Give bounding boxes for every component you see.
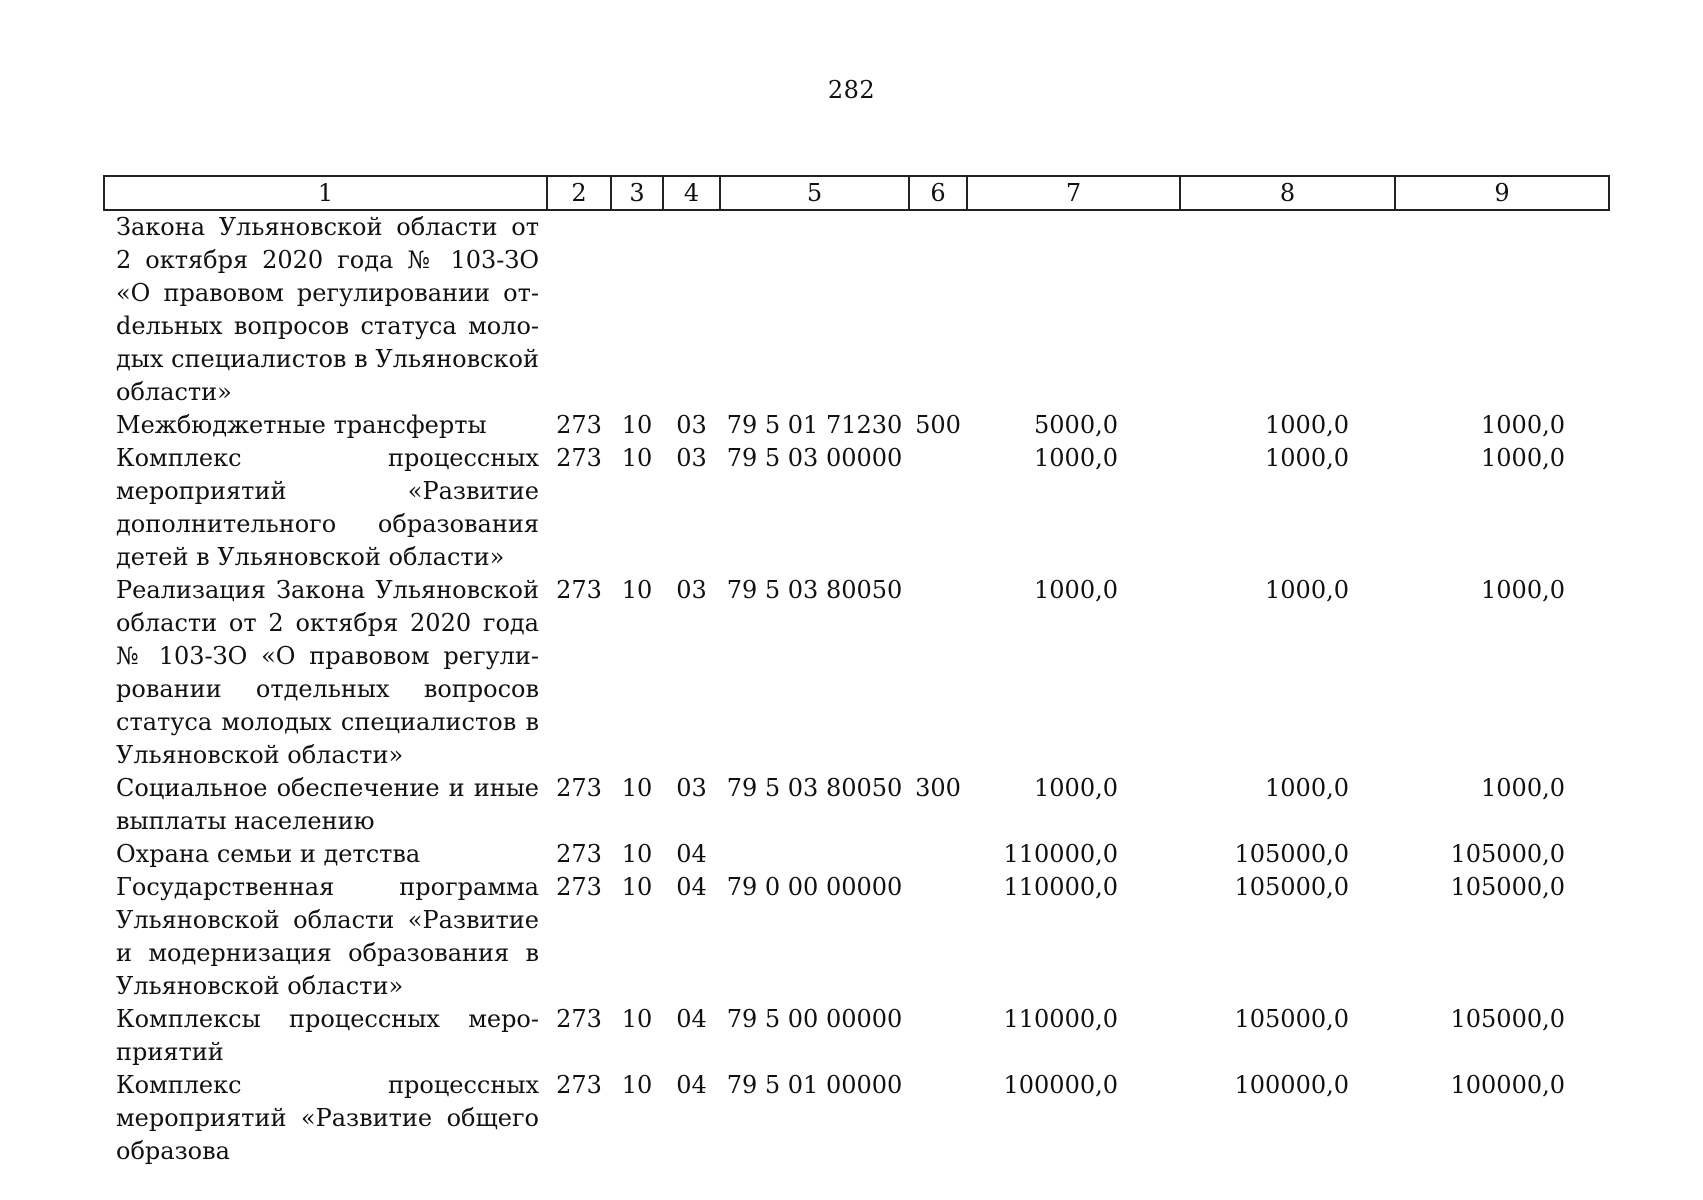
budget-table [103, 175, 1610, 1168]
cell-col9 [1395, 210, 1609, 409]
cell-col7: 1000,0 [1034, 774, 1118, 802]
cell-col5 [720, 210, 909, 409]
cell-col7: 110000,0 [1003, 1005, 1118, 1033]
cell-col6 [909, 1069, 967, 1168]
row-name: Закона Ульяновской области от 2 октября 2020 года № 103-ЗО «О правовом регулировании отdельных вопросов статуса молодых специалистов в Ульяновской области» [116, 213, 539, 406]
row-name: Реализация Закона Ульяновской области от 2 октября 2020 года № 103-ЗО «О правовом регулировании отдельных вопросов статуса молодых специалистов в Ульяновской области» [116, 576, 539, 769]
cell-col7: 1000,0 [1034, 444, 1118, 472]
page-number: 282 [827, 76, 876, 104]
column-header: 7 [967, 176, 1180, 210]
cell-col5: 79 5 03 00000 [726, 444, 903, 472]
cell-col4: 04 [676, 873, 707, 901]
cell-col2: 273 [556, 1005, 602, 1033]
cell-col2: 273 [556, 411, 602, 439]
column-header: 3 [611, 176, 663, 210]
row-name: Социальное обеспечение и иные выплаты населению [116, 774, 539, 835]
column-header: 4 [663, 176, 720, 210]
cell-col7: 1000,0 [1034, 576, 1118, 604]
table-row [104, 409, 1609, 442]
cell-col9: 105000,0 [1450, 1005, 1565, 1033]
cell-col3: 10 [621, 873, 653, 901]
column-header: 2 [547, 176, 611, 210]
cell-col9: 105000,0 [1450, 873, 1565, 901]
row-name: Комплекс процессных мероприятий «Развитие общего образова [116, 1071, 539, 1165]
table-row [104, 1003, 1609, 1069]
cell-col7: 110000,0 [1003, 873, 1118, 901]
cell-col4: 03 [676, 774, 707, 802]
cell-col2: 273 [556, 444, 602, 472]
cell-col9: 100000,0 [1450, 1071, 1565, 1099]
column-header: 6 [909, 176, 967, 210]
row-name: Государственная программа Ульяновской области «Развитие и модернизация образования в Ульяновской области» [116, 873, 539, 1000]
cell-col3: 10 [621, 1005, 653, 1033]
table-header [104, 176, 1609, 210]
cell-col5: 79 5 00 00000 [726, 1005, 903, 1033]
table-row [104, 838, 1609, 871]
cell-col6: 500 [915, 411, 961, 439]
cell-col7: 110000,0 [1003, 840, 1118, 868]
row-name: Комплекс процессных мероприятий «Развитие дополнительного образования детей в Ульяновской области» [116, 444, 539, 571]
cell-col5: 79 5 01 00000 [726, 1071, 903, 1099]
cell-col4: 03 [676, 411, 707, 439]
table-row [104, 210, 1609, 409]
cell-col2: 273 [556, 873, 602, 901]
cell-col8: 1000,0 [1265, 444, 1349, 472]
cell-col3: 10 [621, 774, 653, 802]
column-header: 5 [720, 176, 909, 210]
cell-col8: 105000,0 [1234, 873, 1349, 901]
cell-col3: 10 [621, 444, 653, 472]
cell-col3: 10 [621, 576, 653, 604]
cell-col4: 03 [676, 444, 707, 472]
table-body [104, 210, 1609, 1168]
cell-col8: 100000,0 [1234, 1071, 1349, 1099]
cell-col2: 273 [556, 774, 602, 802]
cell-col3: 10 [621, 1071, 653, 1099]
column-header: 1 [104, 176, 547, 210]
table-row [104, 442, 1609, 574]
cell-col6 [909, 210, 967, 409]
cell-col4: 04 [676, 840, 707, 868]
cell-col6 [909, 838, 967, 871]
cell-col2: 273 [556, 840, 602, 868]
cell-col4: 03 [676, 576, 707, 604]
row-name: Комплексы процессных мероприятий [116, 1005, 539, 1066]
cell-col8: 1000,0 [1265, 774, 1349, 802]
cell-col9: 1000,0 [1481, 576, 1565, 604]
cell-col5: 79 0 00 00000 [726, 873, 903, 901]
cell-col8: 105000,0 [1234, 1005, 1349, 1033]
cell-col7 [967, 210, 1180, 409]
cell-col9: 1000,0 [1481, 774, 1565, 802]
cell-col5: 79 5 01 71230 [726, 411, 903, 439]
row-name: Межбюджетные трансферты [116, 411, 487, 439]
cell-col8: 1000,0 [1265, 576, 1349, 604]
cell-col4: 04 [676, 1005, 707, 1033]
cell-col9: 1000,0 [1481, 444, 1565, 472]
cell-col2 [547, 210, 611, 409]
cell-col9: 1000,0 [1481, 411, 1565, 439]
cell-col8 [1180, 210, 1395, 409]
cell-col4: 04 [676, 1071, 707, 1099]
cell-col5: 79 5 03 80050 [726, 774, 903, 802]
cell-col6 [909, 1003, 967, 1069]
cell-col7: 100000,0 [1003, 1071, 1118, 1099]
cell-col5: 79 5 03 80050 [726, 576, 903, 604]
column-header: 8 [1180, 176, 1395, 210]
header-row [104, 176, 1609, 210]
cell-col2: 273 [556, 1071, 602, 1099]
table-row [104, 772, 1609, 838]
table-row [104, 574, 1609, 772]
cell-col2: 273 [556, 576, 602, 604]
cell-col6 [909, 574, 967, 772]
table-row [104, 871, 1609, 1003]
cell-col6: 300 [915, 774, 961, 802]
cell-col8: 1000,0 [1265, 411, 1349, 439]
cell-col6 [909, 442, 967, 574]
cell-col7: 5000,0 [1034, 411, 1118, 439]
row-name: Охрана семьи и детства [116, 840, 421, 868]
cell-col9: 105000,0 [1450, 840, 1565, 868]
table-row [104, 1069, 1609, 1168]
cell-col3: 10 [621, 840, 653, 868]
cell-col8: 105000,0 [1234, 840, 1349, 868]
cell-col3: 10 [621, 411, 653, 439]
cell-col5 [720, 838, 909, 871]
column-header: 9 [1395, 176, 1609, 210]
cell-col4 [663, 210, 720, 409]
cell-col6 [909, 871, 967, 1003]
cell-col3 [611, 210, 663, 409]
